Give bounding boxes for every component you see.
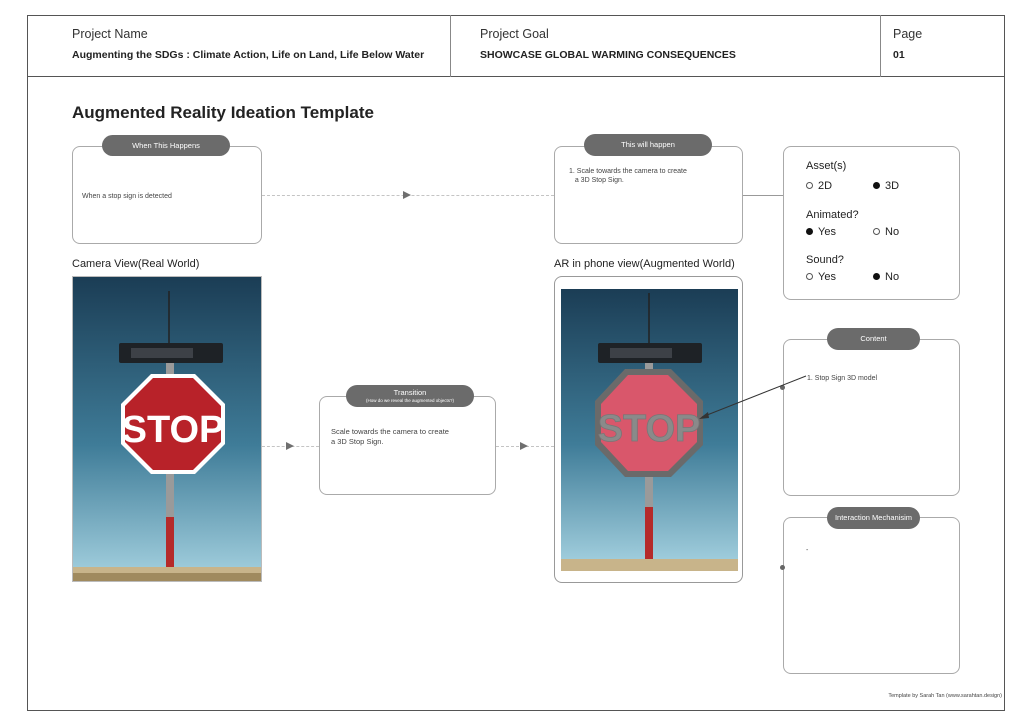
result-box [554,146,743,244]
sound-option-no[interactable] [873,271,899,283]
connector-dot-icon [780,565,785,570]
radio-icon [806,273,813,280]
ar-view-image [561,289,738,571]
result-text: 1. Scale towards the camera to create a 3D Stop Sign. [569,168,687,184]
flow-arrow-icon [403,191,411,199]
ar-stop-sign-photo [561,289,738,571]
asset-option-3d[interactable] [873,180,899,192]
transition-box [319,396,496,495]
asset-label: Asset(s) [806,160,847,172]
radio-selected-icon [873,182,880,189]
content-pill [827,328,920,350]
project-name-cell [72,15,447,76]
animated-label: Animated? [806,209,859,221]
flow-arrow-icon [520,442,528,450]
page-label: Page [893,27,923,41]
header-divider [450,15,451,77]
content-pointer-arrow-icon [690,370,810,430]
header-divider [880,15,881,77]
trigger-box [72,146,262,244]
asset-option-2d[interactable] [806,180,832,192]
asset-option-label: 3D [885,180,900,192]
trigger-text: When a stop sign is detected [82,193,172,200]
interaction-text: - [806,547,809,554]
camera-view-label: Camera View(Real World) [72,258,200,270]
transition-pill-subtitle: (How do we reveal the augmented objects?) [365,398,455,403]
stop-text: STOP [121,409,225,451]
project-goal-label: Project Goal [480,27,549,41]
page-number: 01 [893,49,905,61]
result-pill-label: This will happen [621,140,675,149]
result-pill [584,134,712,156]
project-goal-cell [480,15,860,76]
camera-view-image [72,276,262,582]
interaction-box [783,517,960,674]
animated-option-label: Yes [818,226,836,238]
sound-option-label: Yes [818,271,836,283]
template-credit: Template by Sarah Tan (www.sarahtan.design) [888,693,1002,699]
page-title: Augmented Reality Ideation Template [72,103,374,122]
radio-selected-icon [873,273,880,280]
animated-option-label: No [885,226,900,238]
trigger-pill [102,135,230,156]
transition-pill [346,385,474,407]
transition-text: Scale towards the camera to create a 3D Stop Sign. [331,427,449,446]
radio-icon [806,182,813,189]
animated-option-no[interactable] [873,226,899,238]
options-connector [743,195,783,196]
interaction-pill [827,507,920,529]
ar-view-label: AR in phone view(Augmented World) [554,258,735,270]
trigger-pill-label: When This Happens [132,141,200,150]
sound-label: Sound? [806,254,844,266]
stop-sign-photo [73,277,262,582]
radio-icon [873,228,880,235]
content-text: 1. Stop Sign 3D model [807,375,878,382]
sound-option-label: No [885,271,900,283]
asset-option-label: 2D [818,180,833,192]
flow-arrow-icon [286,442,294,450]
page-cell [893,15,993,76]
project-name-value: Augmenting the SDGs : Climate Action, Life on Land, Life Below Water [72,49,425,61]
radio-selected-icon [806,228,813,235]
project-name-label: Project Name [72,27,148,41]
interaction-pill-label: Interaction Mechanisim [834,513,913,522]
content-pill-label: Content [860,334,887,343]
animated-option-yes[interactable] [806,226,836,238]
project-goal-value: SHOWCASE GLOBAL WARMING CONSEQUENCES [480,49,736,61]
sound-option-yes[interactable] [806,271,836,283]
ar-stop-text: STOP [597,408,701,450]
transition-pill-label: Transition [393,388,427,397]
